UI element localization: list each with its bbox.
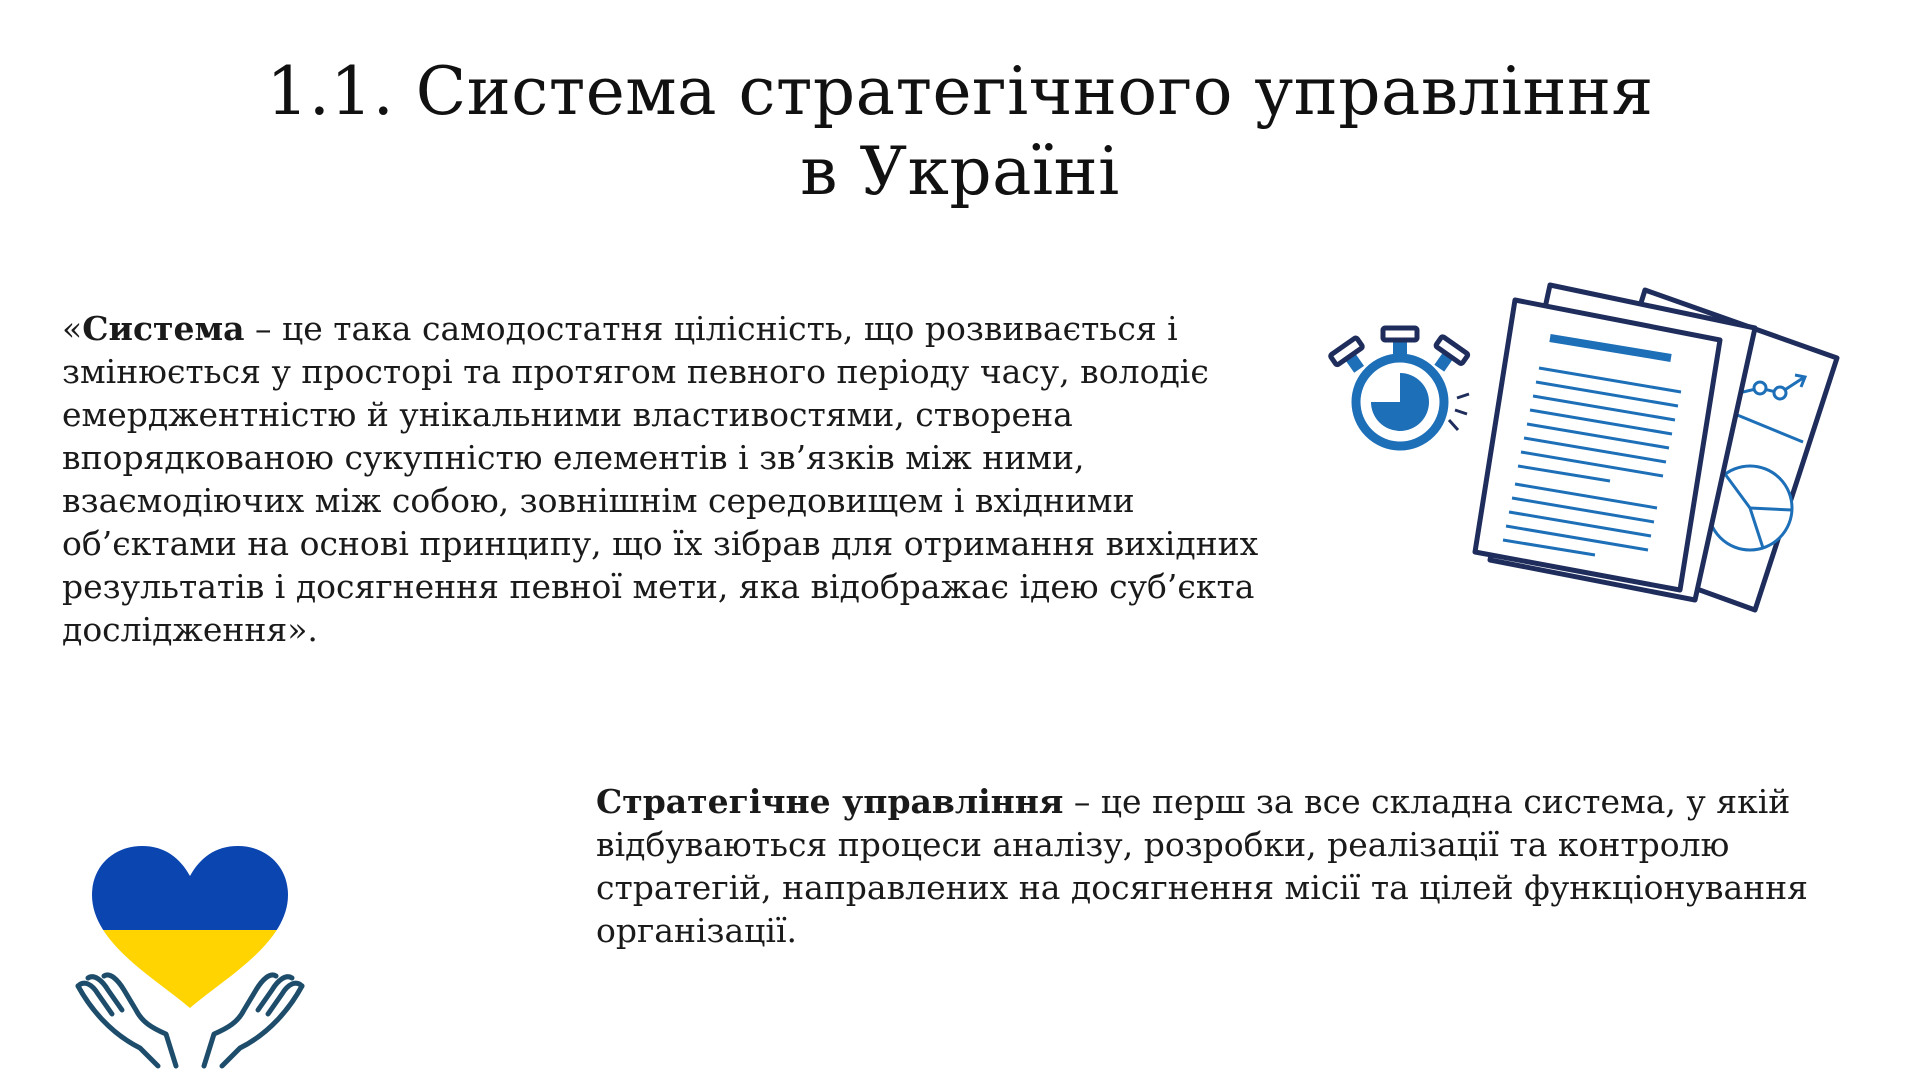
documents-stopwatch-icon [1325,280,1845,625]
stopwatch-icon [1330,328,1469,446]
page-title: 1.1. Система стратегічного управління в Україні [266,53,1654,210]
strategic-management-term: Стратегічне управління [596,782,1064,821]
system-definition [62,307,1292,651]
system-definition-text: – це така самодостатня цілісність, що розвивається і змінюється у просторі та протягом певного періоду часу, володіє емерджентністю й унікальними властивостями, створена впорядкованою сукупністю елементів і зв’язків між ними, взаємодіючих між собою, зовнішнім середовищем і вхідними об’єктами на основі принципу, що їх зібрав для отримання вихідних результатів і досягнення певної мети, яка відображає ідею суб’єкта дослідження». [62,309,1259,649]
open-quote: « [62,309,83,348]
strategic-management-text: – це перш за все складна система, у якій відбуваються процеси аналізу, розробки, реалізації та контролю стратегій, направлених на досягнення місії та цілей функціонування організації. [596,782,1808,950]
heart-hands-icon [70,838,310,1070]
system-term: Система [82,309,245,348]
text-page-icon [1475,300,1720,590]
strategic-management-definition [596,780,1896,952]
